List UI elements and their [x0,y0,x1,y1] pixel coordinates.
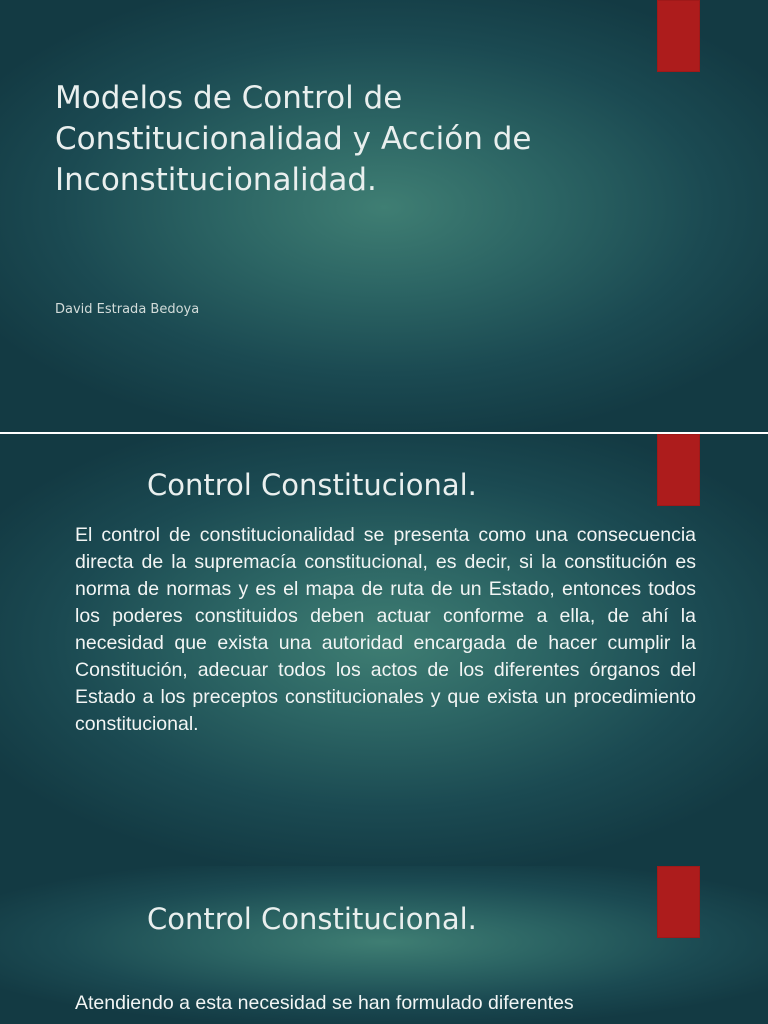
slide-body-text: El control de constitucionalidad se presenta como una consecuencia directa de la supremacía constitucional, es decir, si la constitución es norma de normas y es el mapa de ruta de un Estado, entonces todos los poderes constituidos deben actuar conforme a ella, de ahí la necesidad que exista una autoridad encargada de hacer cumplir la Constitución, adecuar todos los actos de los diferentes órganos del Estado a los preceptos constitucionales y que exista un procedimiento constitucional. [75,524,696,735]
slide-title[interactable] [0,0,768,432]
slide-control-constitucional-2[interactable] [0,866,768,1024]
accent-bar [657,0,700,72]
presentation-title: Modelos de Control de Constitucionalidad y Acción de Inconstitucionalidad. [55,80,532,198]
slide-heading: Control Constitucional. [147,468,477,502]
accent-bar [657,866,700,938]
accent-bar [657,434,700,506]
slide-heading: Control Constitucional. [147,902,477,936]
author-name: David Estrada Bedoya [55,302,200,317]
slide-control-constitucional-1[interactable] [0,434,768,866]
slide-body-text: Atendiendo a esta necesidad se han formulado diferentes [75,992,574,1014]
